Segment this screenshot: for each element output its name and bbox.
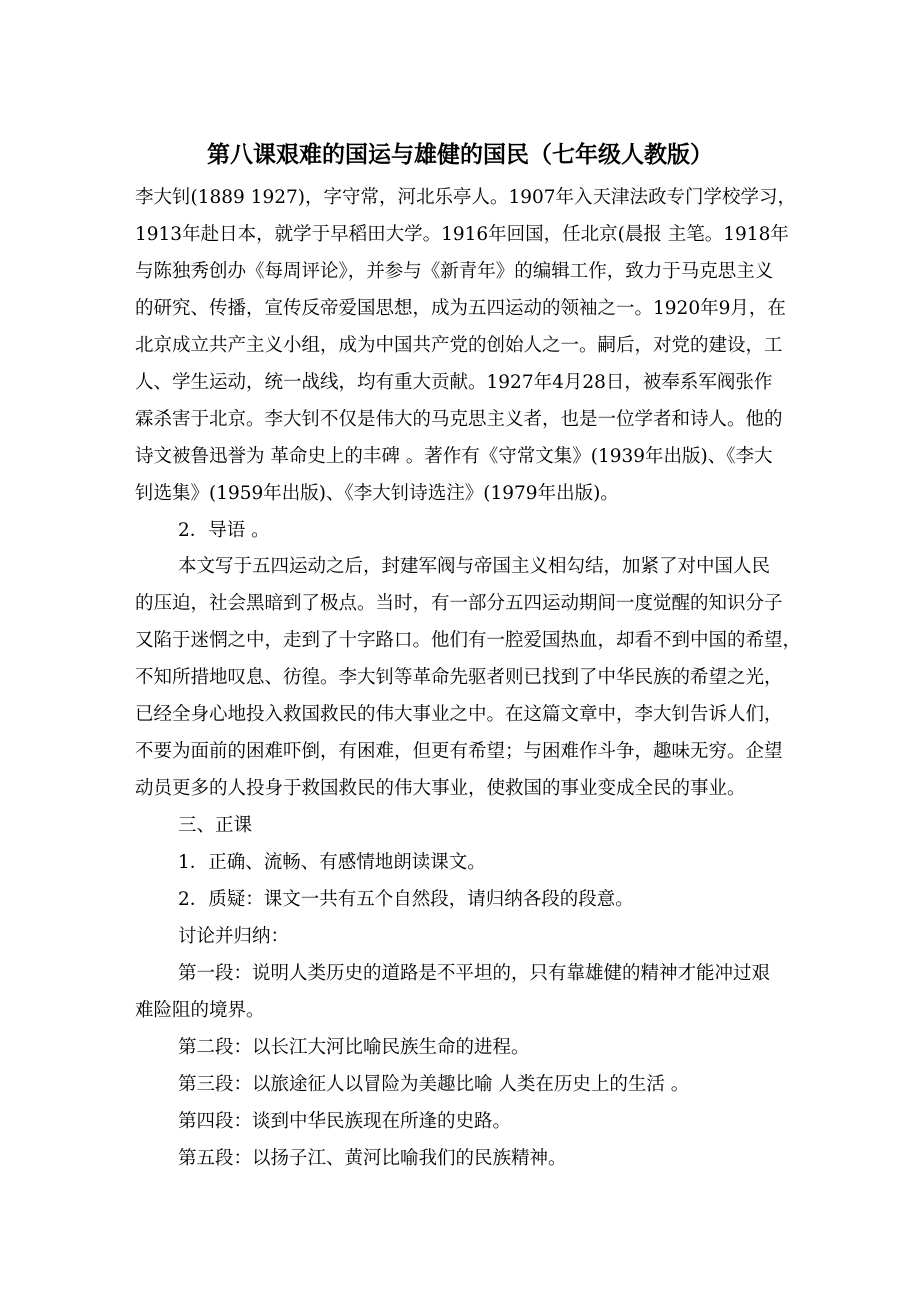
bio-line: 北京成立共产主义小组，成为中国共产党的创始人之一。嗣后，对党的建设，工 [135,335,783,356]
paragraph-summary: 第三段：以旅途征人以冒险为美趣比喻 人类在历史上的生活 。 [178,1074,690,1095]
bio-line: 李大钊(1889 1927)，字守常，河北乐亭人。1907年入天津法政专门学校学习， [135,187,797,208]
bio-line: 1913年赴日本，就学于早稻田大学。1916年回国，任北京(晨报 主笔。1918年 [135,224,789,245]
step-item: 1．正确、流畅、有感情地朗读课文。 [178,852,486,873]
bio-line: 与陈独秀创办《每周评论》，并参与《新青年》的编辑工作，致力于马克思主义 [135,261,774,282]
paragraph-summary: 第二段：以长江大河比喻民族生命的进程。 [178,1037,530,1058]
paragraph-summary: 难险阻的境界。 [135,1000,265,1021]
intro-line: 的压迫，社会黑暗到了极点。当时，有一部分五四运动期间一度觉醒的知识分子 [135,593,783,614]
bio-line: 人、学生运动，统一战线，均有重大贡献。1927年4月28日，被奉系军阀张作 [135,372,773,393]
discuss-label: 讨论并归纳： [178,926,290,947]
intro-line: 又陷于迷惘之中，走到了十字路口。他们有一腔爱国热血，却看不到中国的希望， [135,630,802,651]
intro-line: 动员更多的人投身于救国救民的伟大事业，使救国的事业变成全民的事业。 [135,778,746,799]
bio-line: 钊选集》(1959年出版)、《李大钊诗选注》(1979年出版)。 [135,483,619,504]
bio-line: 诗文被鲁迅誉为 革命史上的丰碑 。著作有《守常文集》(1939年出版)、《李大 [135,446,773,467]
intro-heading: 2．导语 。 [178,520,270,541]
page-title: 第八课艰难的国运与雄健的国民（七年级人教版） [207,142,713,168]
paragraph-summary: 第一段：说明人类历史的道路是不平坦的，只有靠雄健的精神才能冲过艰 [178,963,771,984]
bio-line: 的研究、传播，宣传反帝爱国思想，成为五四运动的领袖之一。1920年9月，在 [135,298,786,319]
paragraph-summary: 第四段：谈到中华民族现在所逢的史路。 [178,1111,512,1132]
intro-line: 不知所措地叹息、彷徨。李大钊等革命先驱者则已找到了中华民族的希望之光， [135,667,783,688]
step-item: 2．质疑：课文一共有五个自然段，请归纳各段的段意。 [178,889,634,910]
intro-line: 已经全身心地投入救国救民的伟大事业之中。在这篇文章中，李大钊告诉人们， [135,704,783,725]
intro-line: 本文写于五四运动之后，封建军阀与帝国主义相勾结，加紧了对中国人民 [178,556,771,577]
section-heading: 三、正课 [178,815,253,836]
paragraph-summary: 第五段：以扬子江、黄河比喻我们的民族精神。 [178,1148,567,1169]
intro-line: 不要为面前的困难吓倒，有困难，但更有希望；与困难作斗争，趣味无穷。企望 [135,741,783,762]
bio-line: 霖杀害于北京。李大钊不仅是伟大的马克思主义者，也是一位学者和诗人。他的 [135,409,783,430]
